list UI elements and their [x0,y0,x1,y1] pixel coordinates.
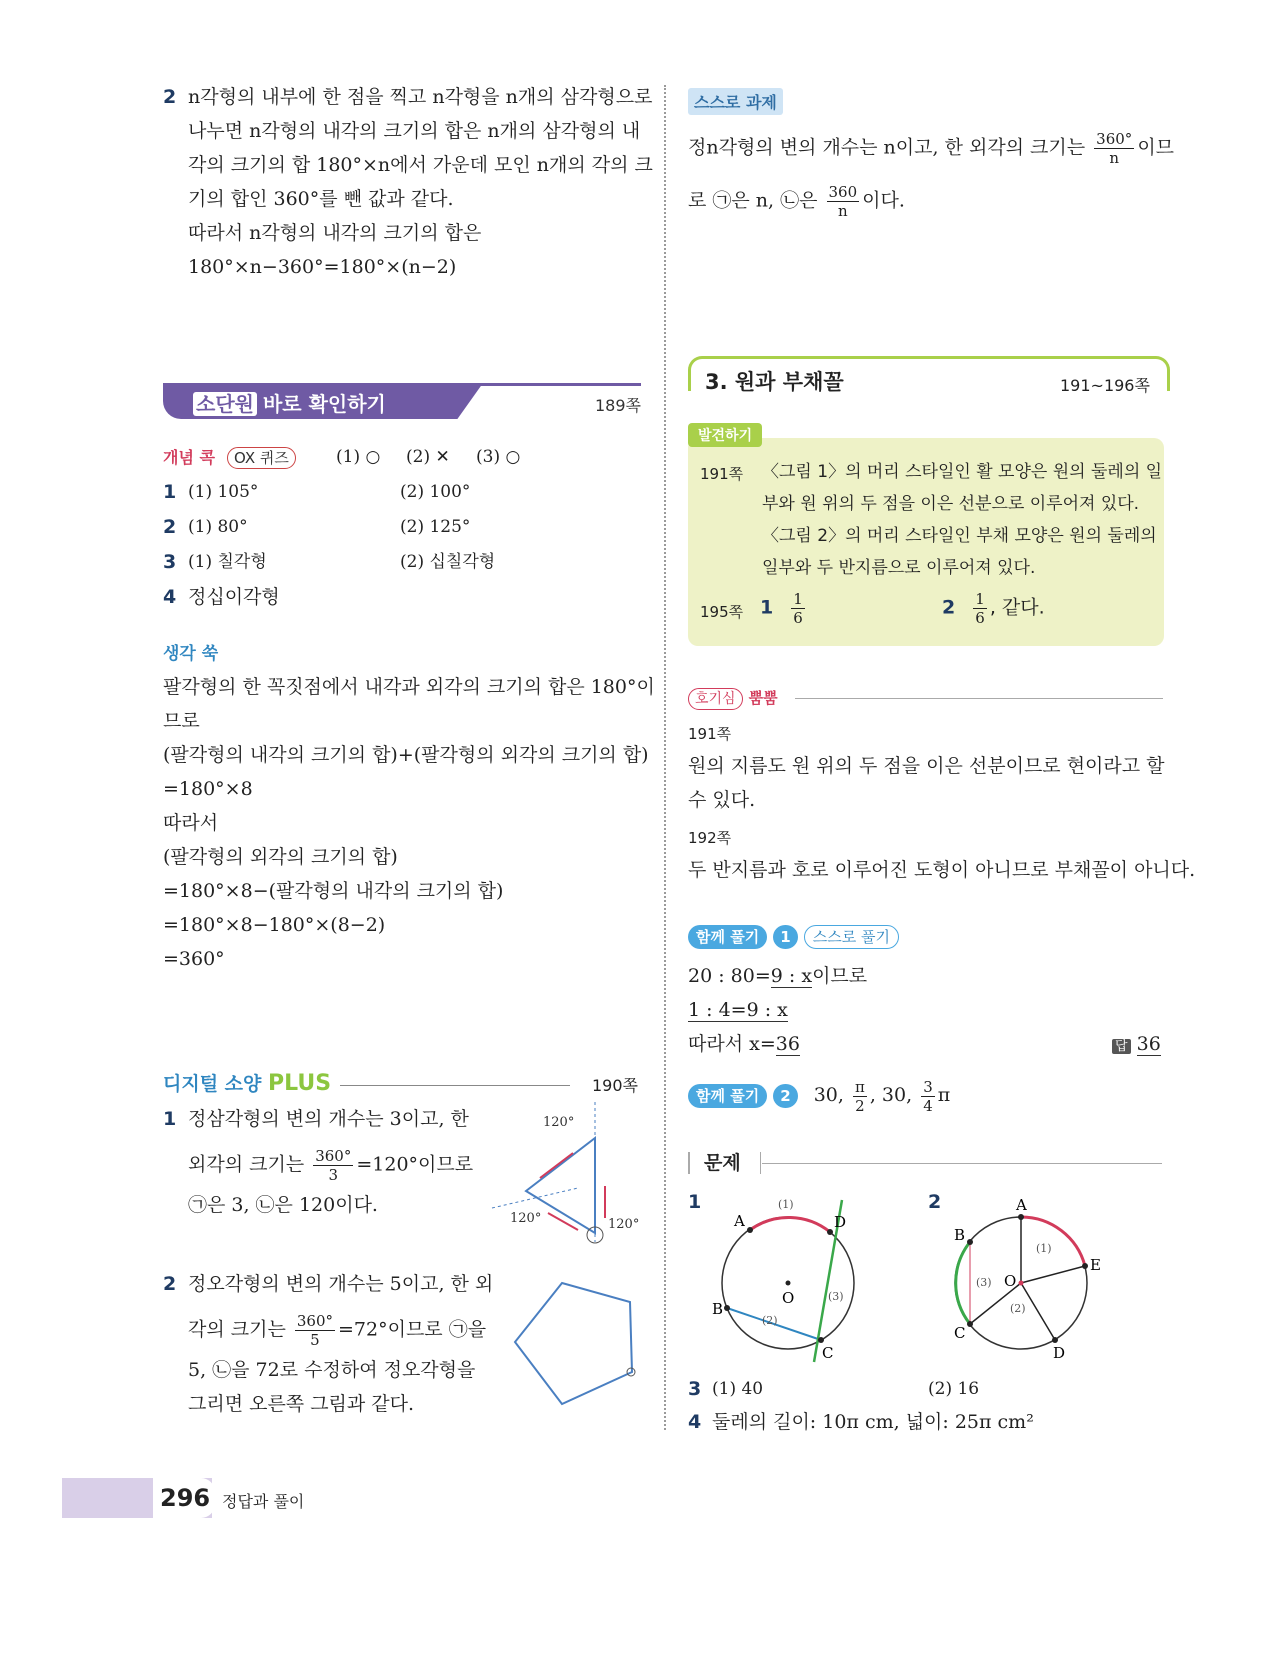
text-line: 따라서 n각형의 내각의 크기의 합은 [188,222,482,244]
quiz-label: 개념 콕 [163,448,215,467]
digital-plus: PLUS [268,1071,332,1096]
text-part: 외각의 크기는 [188,1153,305,1176]
section-title [193,388,386,417]
problem-number: 1 [688,1191,702,1213]
answer-b: (2) 16 [928,1379,980,1399]
text-line: 각의 크기의 합 180°×n에서 가운데 모인 n개의 각의 크 [188,154,653,176]
together-number: 2 [773,1084,797,1108]
point [1052,1337,1058,1343]
page-ref: 191쪽 [700,465,744,483]
text-part: 20 : 80= [688,965,771,987]
region-label: (3) [976,1276,992,1289]
think-label: 생각 쑥 [163,644,219,664]
point-label: O [1004,1272,1017,1290]
fraction-denominator: 6 [793,609,803,627]
problems-rule [762,1163,1162,1164]
footer-label: 정답과 풀이 [222,1492,305,1511]
problem-marker [688,1152,690,1174]
fraction-denominator: 3 [328,1166,339,1184]
fraction-denominator: 5 [310,1331,320,1349]
quiz-tag: OX 퀴즈 [227,447,296,469]
answer-b: (2) 100° [400,482,471,502]
digital-title [163,1070,331,1098]
answer-b: (2) 십칠각형 [400,552,496,572]
underlined-part: 36 [775,1033,800,1055]
quiz-answer: (2) ✕ [406,447,450,467]
text-line: 원의 지름도 원 위의 두 점을 이은 선분이므로 현이라고 할 [688,755,1165,777]
fraction-numerator: 360° [1096,130,1133,148]
fraction [973,590,987,627]
radius [1021,1283,1055,1340]
unit-title: 3. 원과 부채꼴 [705,370,844,394]
angle-label: 120° [510,1211,542,1226]
answer-a: (1) 칠각형 [188,552,267,572]
digital-title-text: 디지털 소양 [163,1073,262,1095]
text-line [688,1030,800,1058]
problem-number: 2 [163,1273,177,1295]
text-part: , 30, [869,1084,913,1106]
text-line: 따라서 [163,812,219,834]
text-line: =180°×8 [163,778,253,800]
problem-number: 4 [688,1411,702,1433]
region-label: (2) [1010,1302,1026,1315]
center-point [786,1281,791,1286]
point-label: E [1090,1256,1101,1274]
page-ref: 191쪽 [688,725,732,743]
fraction-numerator: 1 [793,590,803,608]
problem-number: 2 [163,86,177,108]
text-part: 각의 크기는 [188,1318,286,1341]
circle-figure-1 [700,1190,870,1365]
text-part: 따라서 x= [688,1033,776,1055]
answer-text: 둘레의 길이: 10π cm, 넓이: 25π cm² [712,1411,1034,1433]
region-label: (1) [778,1198,794,1211]
text-line: 므로 [163,710,200,732]
radius [1021,1266,1085,1283]
point-label: B [954,1226,966,1244]
curious-tag2: 뿜뿜 [748,689,778,707]
answer-1 [760,590,808,627]
center-point [1019,1281,1024,1286]
text-line: n각형의 내부에 한 점을 찍고 n각형을 n개의 삼각형으로 [188,86,653,108]
point [1018,1214,1024,1220]
text-part: 로 ㉠은 n, ㉡은 [688,189,818,212]
region-label: (2) [762,1314,778,1327]
arc-1 [1021,1217,1085,1266]
text-line: 〈그림 1〉의 머리 스타일인 활 모양은 원의 둘레의 일 [762,462,1163,482]
answer-value: 36 [1136,1033,1161,1055]
text-part: , 같다. [989,596,1045,619]
text-part: 30, [813,1084,844,1106]
text-part: 정n각형의 변의 개수는 n이고, 한 외각의 크기는 [688,136,1086,159]
text-line [188,1312,486,1349]
fraction [1094,130,1134,167]
answer-number: 2 [163,516,177,538]
discover-tag: 발견하기 [688,423,762,447]
fraction-denominator: 6 [975,609,985,627]
text-part: 이므 [1137,136,1175,159]
digital-rule [340,1085,570,1086]
text-line: 정삼각형의 변의 개수는 3이고, 한 [188,1108,469,1130]
text-line: (팔각형의 내각의 크기의 합)+(팔각형의 외각의 크기의 합) [163,744,649,766]
point-label: O [782,1289,795,1307]
text-line: 팔각형의 한 꼭짓점에서 내각과 외각의 크기의 합은 180°이 [163,676,655,698]
pentagon [515,1283,632,1404]
arc-1 [750,1217,830,1232]
self-task-tag: 스스로 과제 [688,88,783,115]
answer-number: 3 [163,551,177,573]
section-header [163,383,641,419]
page-ref: 192쪽 [688,829,732,847]
red-arrow [540,1153,573,1178]
region-label: (3) [828,1290,844,1303]
text-line [188,1147,473,1184]
problem-marker [760,1152,761,1174]
quiz-row [163,443,296,472]
point [747,1227,753,1233]
point [827,1229,833,1235]
quiz-answer: (1) ○ [336,447,381,467]
answer-badge: 답 [1112,1039,1131,1054]
answer-number: 2 [942,596,956,619]
problem-number: 3 [688,1378,702,1400]
text-line: 기의 합인 360°를 뺀 값과 같다. [188,188,454,210]
pentagon-figure [510,1280,640,1410]
answer-number: 1 [163,481,177,503]
curious-tag: 호기심 [688,688,743,710]
section-badge: 소단원 [193,392,257,416]
fraction-numerator: 360° [315,1147,352,1165]
self-solve-chip: 스스로 풀기 [804,925,899,949]
point-label: A [1016,1196,1027,1214]
together-chip: 함께 풀기 [688,925,767,949]
together-chip: 함께 풀기 [688,1084,767,1108]
unit-pages: 191~196쪽 [1060,376,1150,395]
text-line [688,183,905,220]
text-line: 부와 원 위의 두 점을 이은 선분으로 이루어져 있다. [762,494,1140,514]
fraction-denominator: 2 [855,1096,865,1115]
text-line: 180°×n−360°=180°×(n−2) [188,256,457,278]
point-label: A [734,1212,745,1230]
underlined-part: 9 : x [770,965,813,987]
red-arrow [548,1213,578,1230]
text-line: 두 반지름과 호로 이루어진 도형이 아니므로 부채꼴이 아니다. [688,859,1196,881]
point-label: D [1053,1344,1066,1362]
text-line: 그리면 오른쪽 그림과 같다. [188,1393,415,1415]
curious-rule [795,698,1163,699]
text-line: 5, ㉡을 72로 수정하여 정오각형을 [188,1359,476,1381]
fraction [295,1312,335,1349]
quiz-answer: (3) ○ [476,447,521,467]
together-number: 1 [773,925,797,949]
text-line [688,996,788,1024]
answer-number: 4 [163,586,177,608]
point-label: D [834,1213,847,1231]
problem-number: 1 [163,1108,177,1130]
text-part: =72°이므로 ㉠을 [338,1318,487,1341]
underlined-part: 1 : 4=9 : x [688,999,788,1021]
text-line: =360° [163,948,225,970]
text-part: 이므로 [812,965,868,987]
page-number: 296 [160,1484,211,1512]
text-line: 나누면 n각형의 내각의 크기의 합은 n개의 삼각형의 내 [188,120,641,142]
point [967,1321,973,1327]
arc-3 [956,1242,970,1324]
fraction [791,590,805,627]
together-1-header [688,922,899,950]
fraction [921,1078,935,1115]
fraction [827,183,860,220]
answer-2 [942,590,1045,627]
text-part: π [937,1084,951,1106]
point [724,1305,730,1311]
fraction-numerator: π [854,1077,865,1096]
answer-b: (2) 125° [400,517,471,537]
answer-a: (1) 105° [188,482,259,502]
angle-label: 120° [543,1115,575,1130]
fraction-denominator: n [1109,149,1120,167]
text-line: 〈그림 2〉의 머리 스타일인 부채 모양은 원의 둘레의 [762,526,1157,546]
angle-label: 120° [608,1217,640,1232]
fraction-numerator: 360 [828,183,858,201]
text-line: 수 있다. [688,789,756,811]
answer-number: 1 [760,596,774,619]
text-line: =180°×8−180°×(8−2) [163,914,386,936]
text-line: 일부와 두 반지름으로 이루어져 있다. [762,558,1036,578]
fraction-numerator: 3 [923,1077,933,1096]
point [818,1337,824,1343]
point-label: C [954,1324,966,1342]
answer-a: (1) 80° [188,517,248,537]
point [967,1239,973,1245]
circle-figure-2 [940,1190,1110,1365]
page-reference: 189쪽 [595,396,641,415]
answer-a: 정십이각형 [188,586,280,608]
dashed-extension [492,1188,578,1208]
curious-tag-row [688,683,778,712]
triangle-figure [488,1098,648,1248]
text-line: =180°×8−(팔각형의 내각의 크기의 합) [163,880,504,902]
answer-label [1112,1030,1161,1061]
digital-page: 190쪽 [592,1076,638,1095]
fraction-denominator: 4 [923,1096,933,1115]
fraction-numerator: 360° [296,1312,333,1330]
problems-title: 문제 [704,1152,741,1174]
fraction-denominator: n [838,202,848,220]
text-line: 정오각형의 변의 개수는 5이고, 한 외 [188,1273,494,1295]
text-part: =120°이므로 [356,1153,474,1176]
point-label: C [822,1344,834,1362]
fraction-numerator: 1 [975,590,985,608]
text-line: ㉠은 3, ㉡은 120이다. [188,1194,378,1216]
answer-a: (1) 40 [712,1379,764,1399]
region-label: (1) [1036,1242,1052,1255]
fraction [853,1078,867,1115]
column-divider [664,85,666,1430]
fraction [313,1147,353,1184]
header-line [463,383,641,386]
point [1082,1263,1088,1269]
text-line [688,962,867,990]
text-part: 이다. [862,189,905,212]
page-ref: 195쪽 [700,603,744,621]
text-line [688,130,1174,167]
section-title-text: 바로 확인하기 [262,392,386,416]
point-label: B [712,1300,724,1318]
problem-number: 2 [928,1191,942,1213]
together-2-row [688,1075,950,1115]
text-line: (팔각형의 외각의 크기의 합) [163,846,398,868]
